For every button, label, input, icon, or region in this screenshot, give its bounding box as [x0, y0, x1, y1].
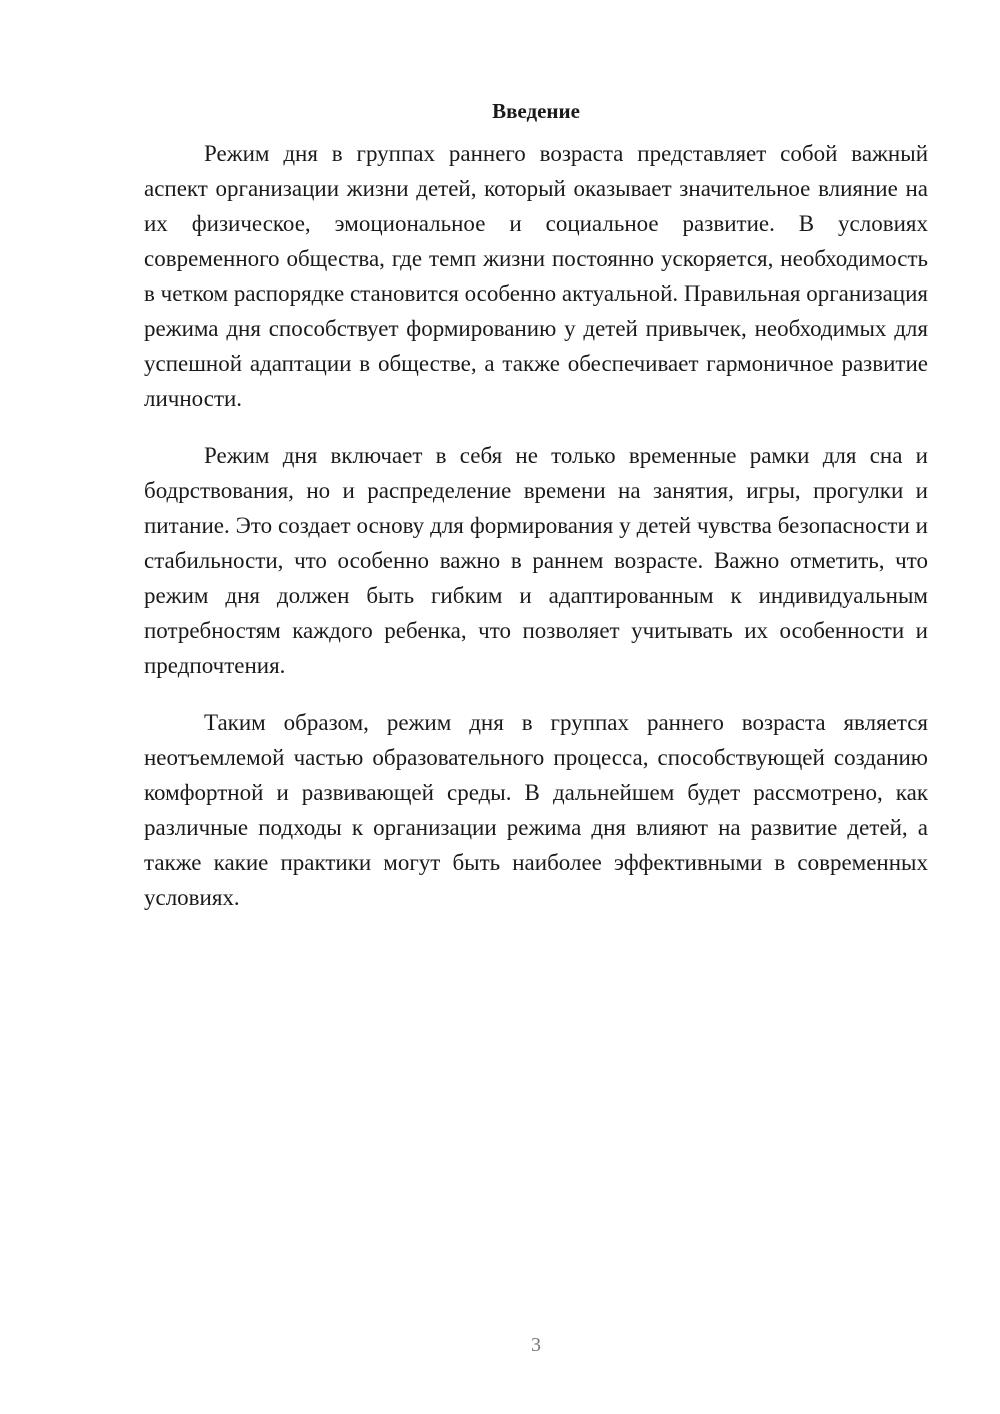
paragraph-3: Таким образом, режим дня в группах раннего возраста является неотъемлемой частью образовательного процесса, способствующей созданию комфортной и развивающей среды. В дальнейшем будет рассмотрено, как различные подходы к организации режима дня влияют на развитие детей, а также какие практики могут быть наиболее эффективными в современных условиях.: [144, 710, 928, 910]
page-number: 3: [531, 1334, 541, 1356]
paragraph-1: Режим дня в группах раннего возраста представляет собой важный аспект организации жизни детей, который оказывает значительное влияние на их физическое, эмоциональное и социальное развитие. В условиях современного общества, где темп жизни постоянно ускоряется, необходимость в четком распорядке становится особенно актуальной. Правильная организация режима дня способствует формированию у детей привычек, необходимых для успешной адаптации в обществе, а также обеспечивает гармоничное развитие личности.: [144, 141, 928, 411]
document-body: [144, 96, 928, 937]
paragraph-2: Режим дня включает в себя не только временные рамки для сна и бодрствования, но и распределение времени на занятия, игры, прогулки и питание. Это создает основу для формирования у детей чувства безопасности и стабильности, что особенно важно в раннем возрасте. Важно отметить, что режим дня должен быть гибким и адаптированным к индивидуальным потребностям каждого ребенка, что позволяет учитывать их особенности и предпочтения.: [144, 443, 928, 678]
section-heading: Введение: [492, 99, 580, 123]
